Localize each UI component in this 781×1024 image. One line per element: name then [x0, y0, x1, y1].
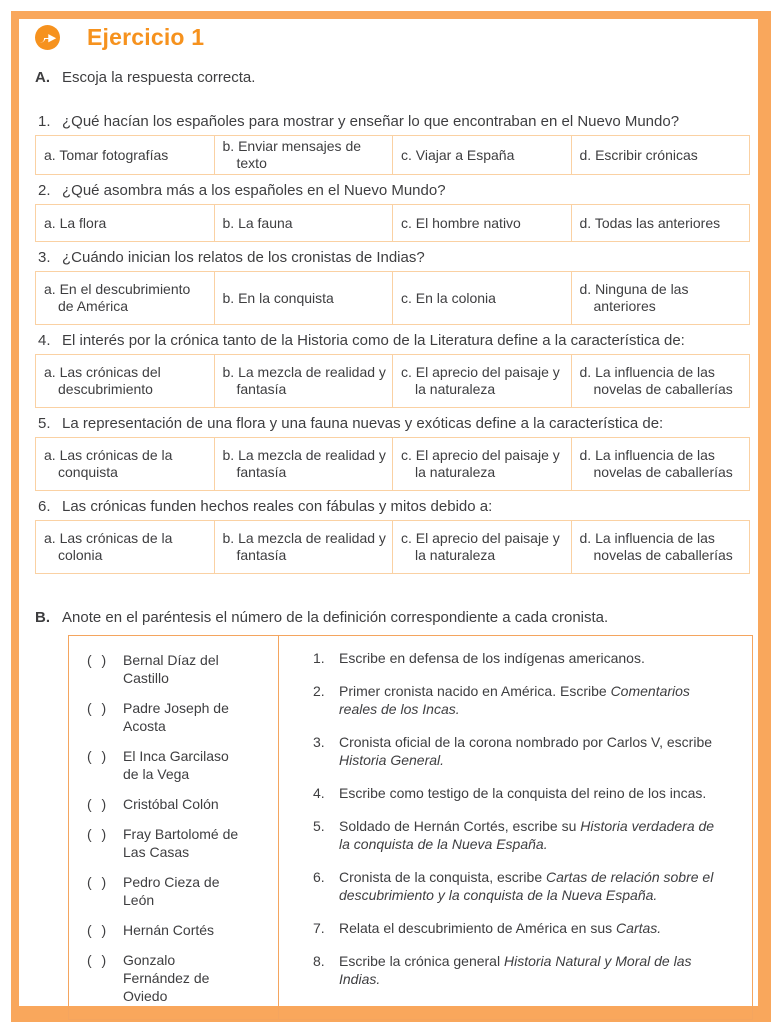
- option-cell[interactable]: c. El hombre nativo: [393, 205, 572, 242]
- section-a-instruction: A. Escoja la respuesta correcta.: [35, 69, 256, 86]
- option-cell[interactable]: d. Ninguna de las anteriores: [571, 272, 750, 325]
- definition-column: [279, 636, 752, 1019]
- chronicler-row: ( ) Padre Joseph de Acosta: [87, 700, 229, 734]
- chronicler-row: ( ) Hernán Cortés: [87, 922, 215, 938]
- chronicler-row: ( ) Fray Bartolomé de Las Casas: [87, 826, 239, 860]
- chronicler-row: ( ) Gonzalo Fernández de Oviedo: [87, 952, 210, 1004]
- question-5: 5. La representación de una flora y una fauna nuevas y exóticas define a la característica de:: [38, 415, 664, 432]
- book-title: Historia verdadera de la conquista de la Nueva España.: [339, 818, 715, 852]
- chronicler-row: ( ) El Inca Garcilaso de la Vega: [87, 748, 229, 782]
- option-cell[interactable]: d. La influencia de las novelas de caballerías: [571, 438, 750, 491]
- option-cell[interactable]: b. La mezcla de realidad y fantasía: [214, 438, 393, 491]
- book-title: Cartas.: [616, 920, 662, 936]
- option-cell[interactable]: b. La mezcla de realidad y fantasía: [214, 355, 393, 408]
- question-3-options: [35, 271, 750, 325]
- page-title: Ejercicio 1: [87, 23, 205, 50]
- question-6: 6. Las crónicas funden hechos reales con fábulas y mitos debido a:: [38, 498, 493, 515]
- question-1: 1. ¿Qué hacían los españoles para mostrar y enseñar lo que encontraban en el Nuevo Mundo?: [38, 113, 680, 130]
- answer-paren-slot[interactable]: ( ): [87, 826, 110, 842]
- option-cell[interactable]: c. En la colonia: [393, 272, 572, 325]
- option-cell[interactable]: a. Las crónicas de la colonia: [36, 521, 215, 574]
- section-a-label: A.: [35, 69, 50, 86]
- answer-paren-slot[interactable]: ( ): [87, 748, 110, 764]
- definition-row: 1. Escribe en defensa de los indígenas americanos.: [313, 650, 645, 666]
- worksheet-content: [19, 19, 758, 1020]
- option-cell[interactable]: a. La flora: [36, 205, 215, 242]
- option-cell[interactable]: a. Las crónicas de la conquista: [36, 438, 215, 491]
- option-cell[interactable]: c. El aprecio del paisaje y la naturaleza: [393, 438, 572, 491]
- question-4-options: [35, 354, 750, 408]
- book-title: Cartas de relación sobre el descubrimiento y la conquista de la Nueva España.: [339, 869, 714, 903]
- option-cell[interactable]: d. Todas las anteriores: [571, 205, 750, 242]
- question-3: 3. ¿Cuándo inician los relatos de los cronistas de Indias?: [38, 249, 425, 266]
- definition-row: 6. Cronista de la conquista, escribe Cartas de relación sobre el descubrimiento y la conquista de la Nueva España.: [313, 869, 714, 903]
- option-cell[interactable]: c. Viajar a España: [393, 136, 572, 175]
- matching-table: [68, 635, 753, 1020]
- question-4: 4. El interés por la crónica tanto de la Historia como de la Literatura define a la característica de:: [38, 332, 685, 349]
- definition-row: 4. Escribe como testigo de la conquista del reino de los incas.: [313, 785, 707, 801]
- option-cell[interactable]: c. El aprecio del paisaje y la naturaleza: [393, 521, 572, 574]
- section-b-instruction: B. Anote en el paréntesis el número de la definición correspondiente a cada cronista.: [35, 609, 609, 626]
- question-5-options: [35, 437, 750, 491]
- section-b-label: B.: [35, 609, 50, 626]
- header: [35, 23, 754, 51]
- option-cell[interactable]: d. La influencia de las novelas de caballerías: [571, 355, 750, 408]
- chronicler-column: [69, 636, 279, 1019]
- option-cell[interactable]: d. Escribir crónicas: [571, 136, 750, 175]
- page-frame: [11, 11, 771, 1022]
- option-cell[interactable]: a. Tomar fotografías: [36, 136, 215, 175]
- answer-paren-slot[interactable]: ( ): [87, 952, 110, 968]
- answer-paren-slot[interactable]: ( ): [87, 700, 110, 716]
- arrow-right-circle-icon: [35, 25, 60, 50]
- answer-paren-slot[interactable]: ( ): [87, 652, 110, 668]
- question-6-options: [35, 520, 750, 574]
- chronicler-row: ( ) Cristóbal Colón: [87, 796, 219, 812]
- option-cell[interactable]: b. La mezcla de realidad y fantasía: [214, 521, 393, 574]
- definition-row: 3. Cronista oficial de la corona nombrado por Carlos V, escribe Historia General.: [313, 734, 713, 768]
- definition-row: 2. Primer cronista nacido en América. Escribe Comentarios reales de los Incas.: [313, 683, 690, 717]
- definition-row: 7. Relata el descubrimiento de América en sus Cartas.: [313, 920, 662, 936]
- chronicler-row: ( ) Bernal Díaz del Castillo: [87, 652, 219, 686]
- answer-paren-slot[interactable]: ( ): [87, 922, 110, 938]
- option-cell[interactable]: b. La fauna: [214, 205, 393, 242]
- option-cell[interactable]: c. El aprecio del paisaje y la naturaleza: [393, 355, 572, 408]
- answer-paren-slot[interactable]: ( ): [87, 796, 110, 812]
- definition-row: 8. Escribe la crónica general Historia Natural y Moral de las Indias.: [313, 953, 692, 987]
- question-2-options: [35, 204, 750, 242]
- book-title: Historia General.: [339, 752, 445, 768]
- definition-row: 5. Soldado de Hernán Cortés, escribe su Historia verdadera de la conquista de la Nueva España.: [313, 818, 715, 852]
- chronicler-row: ( ) Pedro Cieza de León: [87, 874, 220, 908]
- option-cell[interactable]: b. Enviar mensajes de texto: [214, 136, 393, 175]
- question-2: 2. ¿Qué asombra más a los españoles en el Nuevo Mundo?: [38, 182, 446, 199]
- option-cell[interactable]: a. Las crónicas del descubrimiento: [36, 355, 215, 408]
- option-cell[interactable]: d. La influencia de las novelas de caballerías: [571, 521, 750, 574]
- option-cell[interactable]: b. En la conquista: [214, 272, 393, 325]
- answer-paren-slot[interactable]: ( ): [87, 874, 110, 890]
- book-title: Historia Natural y Moral de las Indias.: [339, 953, 692, 987]
- question-1-options: [35, 135, 750, 175]
- book-title: Comentarios reales de los Incas.: [339, 683, 690, 717]
- option-cell[interactable]: a. En el descubrimiento de América: [36, 272, 215, 325]
